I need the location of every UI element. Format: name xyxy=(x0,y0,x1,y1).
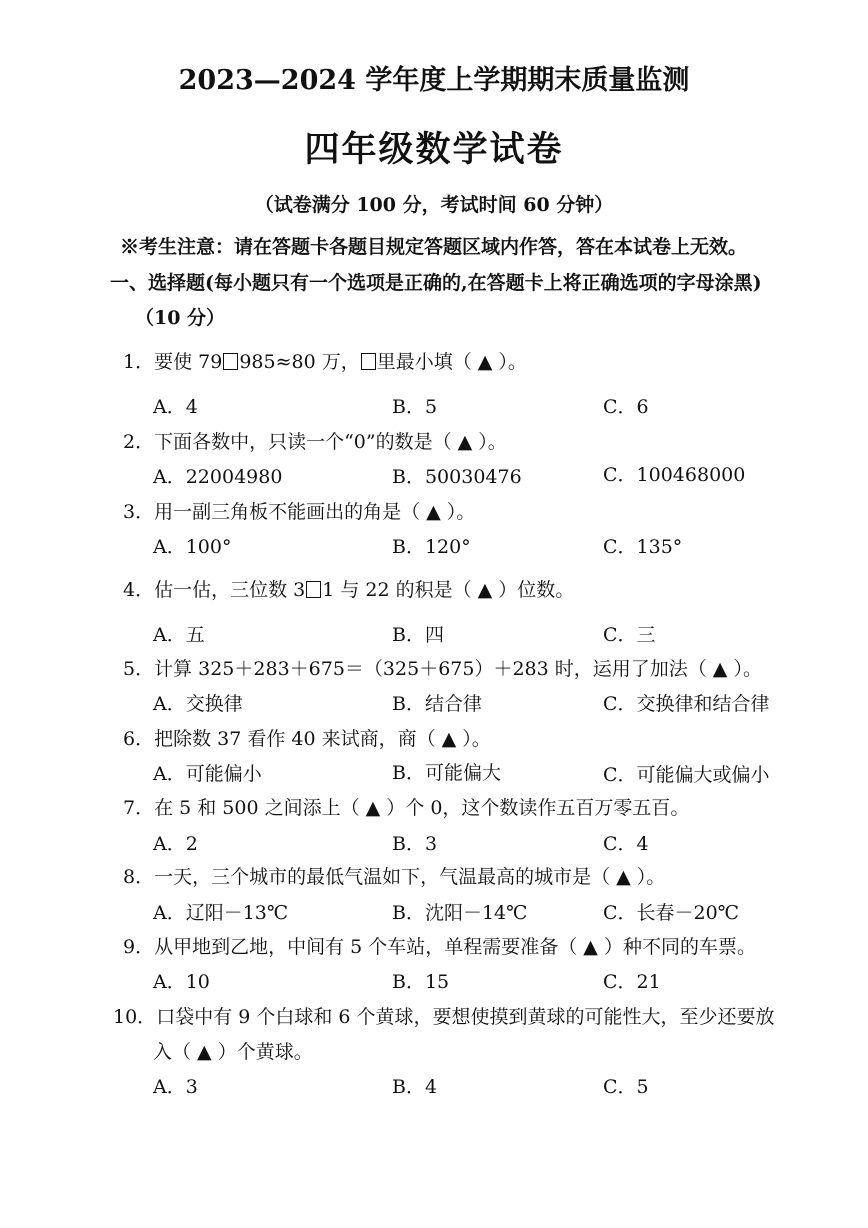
question-stem: 里最小填（ ▲ ）。 xyxy=(376,351,527,373)
option-a: A．22004980 xyxy=(153,466,283,488)
question-stem: 计算 325＋283＋675＝（325＋675）＋283 时，运用了加法（ ▲ ）。 xyxy=(154,658,762,680)
option-c: C．可能偏大或偏小 xyxy=(603,764,770,786)
option-b: B．3 xyxy=(392,833,438,855)
option-c: C．6 xyxy=(603,396,649,418)
question-stem: 用一副三角板不能画出的角是（ ▲ ）。 xyxy=(154,501,476,523)
question-stem: 一天，三个城市的最低气温如下，气温最高的城市是（ ▲ ）。 xyxy=(154,866,666,888)
option-c: C．100468000 xyxy=(603,464,746,486)
question-stem: 估一估，三位数 3 xyxy=(154,579,306,601)
question-8 xyxy=(123,862,665,889)
option-c: C．135° xyxy=(603,536,683,558)
option-c: C．5 xyxy=(603,1076,649,1098)
blank-box-icon xyxy=(223,353,238,370)
option-a: A．五 xyxy=(153,624,205,646)
option-b: B．可能偏大 xyxy=(392,762,501,784)
option-c: C．交换律和结合律 xyxy=(603,693,770,715)
option-c: C．4 xyxy=(603,833,649,855)
option-b: B．结合律 xyxy=(392,693,482,715)
section-title: 一、选择题(每小题只有一个选项是正确的,在答题卡上将正确选项的字母涂黑) xyxy=(110,272,762,294)
question-7 xyxy=(123,793,689,820)
question-stem: 985≈80 万， xyxy=(239,351,360,373)
option-b: B．沈阳－14℃ xyxy=(392,902,528,924)
question-stem: 口袋中有 9 个白球和 6 个黄球，要想使摸到黄球的可能性大，至少还要放 xyxy=(156,1006,775,1028)
option-b: B．15 xyxy=(392,971,450,993)
section-points: （10 分） xyxy=(135,307,226,329)
option-a: A．10 xyxy=(153,971,210,993)
option-c: C．三 xyxy=(603,624,656,646)
question-9 xyxy=(123,932,756,959)
option-a: A．4 xyxy=(153,396,198,418)
question-stem: 1 与 22 的积是（ ▲ ）位数。 xyxy=(322,579,575,601)
question-stem: 要使 79 xyxy=(154,351,223,373)
paper-title: 四年级数学试卷 xyxy=(304,129,564,170)
question-number: 8． xyxy=(123,866,155,888)
question-stem: 把除数 37 看作 40 来试商，商（ ▲ ）。 xyxy=(154,728,491,750)
question-number: 9． xyxy=(123,936,155,958)
question-number: 5． xyxy=(123,658,155,680)
option-c: C．21 xyxy=(603,971,661,993)
option-a: A．辽阳－13℃ xyxy=(153,902,289,924)
option-b: B．50030476 xyxy=(392,466,522,488)
question-number: 4． xyxy=(123,579,155,601)
question-number: 6． xyxy=(123,728,155,750)
question-stem: 下面各数中，只读一个“0”的数是（ ▲ ）。 xyxy=(154,431,507,453)
exam-title: 2023—2024 学年度上学期期末质量监测 xyxy=(178,65,690,96)
exam-subtitle: （试卷满分 100 分，考试时间 60 分钟） xyxy=(254,194,614,216)
option-a: A．100° xyxy=(153,536,232,558)
option-b: B．120° xyxy=(392,536,471,558)
blank-box-icon xyxy=(361,353,376,370)
question-5 xyxy=(123,654,762,681)
option-a: A．可能偏小 xyxy=(153,763,262,785)
option-c: C．长春－20℃ xyxy=(603,902,739,924)
option-a: A．2 xyxy=(153,833,198,855)
option-b: B．5 xyxy=(392,396,438,418)
question-number: 10． xyxy=(113,1006,157,1028)
blank-box-icon xyxy=(306,581,321,598)
option-b: B．四 xyxy=(392,624,444,646)
option-b: B．4 xyxy=(392,1076,438,1098)
question-stem: 从甲地到乙地，中间有 5 个车站，单程需要准备（ ▲ ）种不同的车票。 xyxy=(154,936,756,958)
question-6 xyxy=(123,724,491,751)
question-4 xyxy=(123,575,574,602)
question-10-continued: 入（ ▲ ）个黄球。 xyxy=(153,1041,313,1063)
question-stem: 在 5 和 500 之间添上（ ▲ ）个 0，这个数读作五百万零五百。 xyxy=(154,797,690,819)
option-a: A．交换律 xyxy=(153,693,243,715)
question-number: 1． xyxy=(123,351,155,373)
question-3 xyxy=(123,497,475,524)
question-number: 2． xyxy=(123,431,155,453)
option-a: A．3 xyxy=(153,1076,198,1098)
question-2 xyxy=(123,427,507,454)
question-number: 3． xyxy=(123,501,155,523)
question-1 xyxy=(123,347,527,374)
question-10 xyxy=(113,1002,775,1029)
candidate-notice: ※考生注意：请在答题卡各题目规定答题区域内作答，答在本试卷上无效。 xyxy=(120,236,748,258)
question-number: 7． xyxy=(123,797,155,819)
